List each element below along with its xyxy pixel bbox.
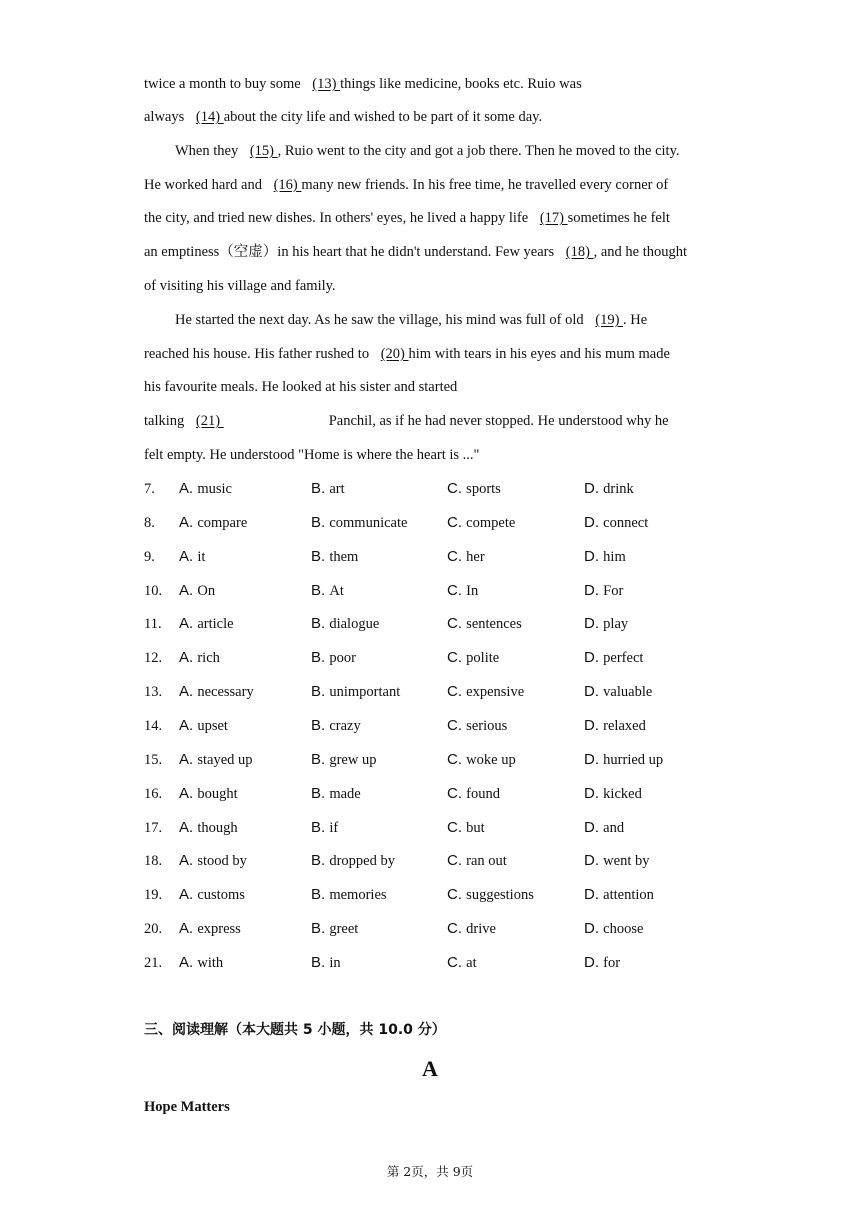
- option-b: [311, 682, 400, 702]
- option-letter: C.: [447, 886, 467, 904]
- option-a: [179, 614, 234, 634]
- option-text: kicked: [603, 785, 642, 802]
- option-text: music: [197, 481, 232, 497]
- question-number: 16.: [144, 785, 163, 802]
- question-row: [144, 648, 744, 668]
- passage-line: always (14) about the city life and wished to be part of it some day.: [144, 109, 543, 125]
- option-letter: B.: [311, 920, 330, 938]
- option-text: necessary: [197, 684, 254, 701]
- option-letter: C.: [447, 480, 467, 497]
- blank-14: (14): [195, 109, 224, 125]
- option-text: relaxed: [603, 717, 646, 734]
- option-text: at: [466, 954, 477, 971]
- option-letter: C.: [447, 852, 467, 870]
- option-b: [311, 885, 387, 905]
- question-row: [144, 581, 744, 601]
- option-a: [179, 919, 241, 939]
- option-d: [584, 818, 624, 838]
- option-b: [311, 648, 356, 668]
- option-text: In: [466, 582, 479, 599]
- option-c: [447, 614, 522, 634]
- option-d: [584, 513, 648, 533]
- passage-line: When they (15) , Ruio went to the city and got a job there. Then he moved to the city.: [175, 143, 680, 159]
- option-letter: C.: [447, 649, 467, 667]
- option-c: [447, 547, 485, 567]
- option-letter: A.: [179, 784, 198, 802]
- option-text: sentences: [466, 616, 522, 633]
- option-letter: B.: [311, 649, 330, 667]
- option-d: [584, 953, 620, 973]
- option-text: but: [466, 819, 485, 836]
- passage-line: He started the next day. As he saw the village, his mind was full of old (19) . He: [175, 312, 648, 328]
- option-text: art: [329, 481, 345, 497]
- option-text: for: [603, 954, 621, 971]
- option-letter: D.: [584, 920, 604, 938]
- option-a: [179, 513, 247, 533]
- option-text: with: [197, 954, 224, 971]
- part-label: A: [422, 1056, 438, 1081]
- option-d: [584, 581, 623, 601]
- option-a: [179, 953, 223, 973]
- option-a: [179, 581, 215, 601]
- question-row: [144, 953, 744, 973]
- option-c: [447, 513, 515, 533]
- passage-line: He worked hard and (16) many new friends. In his free time, he travelled every corner of: [144, 177, 669, 193]
- option-letter: A.: [179, 547, 198, 565]
- option-text: it: [197, 548, 206, 565]
- question-row: [144, 682, 744, 702]
- blank-15: (15): [249, 143, 278, 159]
- passage-heading: Hope Matters: [144, 1099, 230, 1115]
- question-row: [144, 919, 744, 939]
- question-number: 9.: [144, 548, 155, 565]
- option-text: attention: [603, 887, 654, 904]
- question-row: [144, 750, 744, 770]
- passage-line: an emptiness（空虚）in his heart that he didn't understand. Few years (18) , and he thought: [144, 244, 688, 260]
- passage-line: reached his house. His father rushed to (20) him with tears in his eyes and his mum made: [144, 346, 670, 362]
- option-text: rich: [197, 650, 220, 667]
- option-text: hurried up: [603, 751, 664, 768]
- option-text: customs: [197, 887, 245, 904]
- option-c: [447, 750, 516, 770]
- option-letter: C.: [447, 818, 467, 836]
- question-number: 21.: [144, 954, 163, 971]
- option-b: [311, 479, 345, 499]
- option-text: crazy: [329, 717, 361, 734]
- option-text: greet: [329, 921, 359, 938]
- option-letter: D.: [584, 886, 604, 904]
- option-text: polite: [466, 650, 500, 667]
- option-text: ran out: [466, 853, 507, 870]
- option-letter: B.: [311, 750, 330, 768]
- option-letter: C.: [447, 750, 467, 768]
- option-letter: C.: [447, 683, 467, 701]
- option-b: [311, 953, 341, 973]
- option-letter: C.: [447, 513, 467, 531]
- option-letter: B.: [311, 953, 330, 971]
- option-text: and: [603, 819, 625, 836]
- option-text: though: [197, 819, 238, 836]
- option-letter: C.: [447, 784, 467, 802]
- passage-line: the city, and tried new dishes. In others' eyes, he lived a happy life (17) sometimes he felt: [144, 210, 670, 226]
- option-text: dropped by: [329, 853, 395, 870]
- option-text: sports: [466, 481, 501, 497]
- option-letter: B.: [311, 547, 330, 565]
- option-c: [447, 818, 485, 838]
- option-letter: B.: [311, 716, 330, 734]
- option-text: stayed up: [197, 751, 253, 768]
- option-letter: A.: [179, 716, 198, 734]
- option-d: [584, 750, 663, 770]
- option-text: compete: [466, 514, 516, 531]
- option-letter: D.: [584, 513, 604, 531]
- option-text: serious: [466, 717, 508, 734]
- passage-line: felt empty. He understood "Home is where the heart is ...": [144, 447, 480, 463]
- option-a: [179, 750, 253, 770]
- option-text: On: [197, 582, 216, 599]
- option-letter: A.: [179, 953, 198, 971]
- option-c: [447, 682, 524, 702]
- option-letter: D.: [584, 649, 604, 667]
- blank-17: (17): [539, 210, 568, 226]
- option-text: drive: [466, 921, 496, 938]
- option-b: [311, 547, 358, 567]
- option-text: if: [329, 819, 339, 836]
- option-letter: C.: [447, 716, 467, 734]
- option-text: them: [329, 548, 359, 565]
- option-a: [179, 851, 247, 871]
- option-a: [179, 885, 245, 905]
- option-letter: A.: [179, 683, 198, 701]
- option-c: [447, 784, 500, 804]
- option-d: [584, 614, 628, 634]
- question-number: 11.: [144, 616, 162, 633]
- option-text: bought: [197, 785, 238, 802]
- question-number: 14.: [144, 717, 163, 734]
- option-d: [584, 682, 652, 702]
- option-letter: C.: [447, 581, 467, 599]
- option-letter: A.: [179, 581, 198, 599]
- option-letter: D.: [584, 852, 604, 870]
- option-letter: A.: [179, 886, 198, 904]
- option-c: [447, 716, 507, 736]
- option-b: [311, 716, 361, 736]
- question-number: 18.: [144, 853, 163, 870]
- option-c: [447, 581, 478, 601]
- question-number: 17.: [144, 819, 163, 836]
- section-title: 三、阅读理解（本大题共 5 小题，共 10.0 分）: [144, 1022, 446, 1038]
- option-c: [447, 953, 477, 973]
- option-d: [584, 784, 642, 804]
- option-letter: A.: [179, 818, 198, 836]
- option-letter: C.: [447, 953, 467, 971]
- option-letter: D.: [584, 581, 604, 599]
- option-text: grew up: [329, 751, 377, 768]
- blank-20: (20): [380, 346, 409, 362]
- option-letter: B.: [311, 480, 330, 497]
- option-text: dialogue: [329, 616, 380, 633]
- option-text: compare: [197, 514, 248, 531]
- question-number: 7.: [144, 481, 155, 497]
- option-text: connect: [603, 514, 649, 531]
- option-letter: D.: [584, 784, 604, 802]
- option-b: [311, 919, 358, 939]
- option-letter: D.: [584, 818, 604, 836]
- option-letter: D.: [584, 615, 604, 633]
- option-d: [584, 547, 626, 567]
- option-letter: D.: [584, 683, 604, 701]
- option-letter: A.: [179, 852, 198, 870]
- blank-13: (13): [312, 76, 341, 92]
- passage-line: talking (21) Panchil, as if he had never stopped. He understood why he: [144, 413, 669, 429]
- option-letter: D.: [584, 547, 604, 565]
- passage-line: twice a month to buy some (13) things like medicine, books etc. Ruio was: [144, 76, 582, 92]
- option-letter: C.: [447, 547, 467, 565]
- option-text: suggestions: [466, 887, 534, 904]
- option-text: play: [603, 616, 629, 633]
- option-text: At: [329, 582, 344, 599]
- option-d: [584, 919, 643, 939]
- option-d: [584, 851, 649, 871]
- option-letter: C.: [447, 615, 467, 633]
- option-text: upset: [197, 717, 228, 734]
- question-number: 19.: [144, 887, 163, 904]
- option-text: her: [466, 548, 485, 565]
- question-number: 10.: [144, 582, 163, 599]
- question-number: 8.: [144, 514, 155, 531]
- option-text: expensive: [466, 684, 525, 701]
- question-row: [144, 784, 744, 804]
- option-b: [311, 851, 395, 871]
- option-b: [311, 784, 361, 804]
- option-text: article: [197, 616, 234, 633]
- option-letter: A.: [179, 615, 198, 633]
- option-b: [311, 750, 376, 770]
- question-row: [144, 716, 744, 736]
- option-a: [179, 716, 228, 736]
- option-b: [311, 581, 344, 601]
- option-c: [447, 851, 507, 871]
- option-letter: A.: [179, 920, 198, 938]
- option-text: in: [329, 954, 341, 971]
- blank-18: (18): [565, 244, 594, 260]
- option-letter: A.: [179, 513, 198, 531]
- option-c: [447, 919, 496, 939]
- option-a: [179, 648, 220, 668]
- question-row: [144, 885, 744, 905]
- option-text: him: [603, 548, 626, 565]
- option-d: [584, 885, 654, 905]
- option-text: poor: [329, 650, 356, 667]
- blank-19: (19): [595, 312, 624, 328]
- option-letter: B.: [311, 683, 330, 701]
- option-text: perfect: [603, 650, 644, 667]
- option-letter: B.: [311, 852, 330, 870]
- option-letter: D.: [584, 480, 604, 497]
- option-text: woke up: [466, 751, 516, 768]
- option-d: [584, 479, 634, 499]
- option-d: [584, 648, 643, 668]
- option-b: [311, 818, 338, 838]
- option-c: [447, 479, 501, 499]
- option-text: drink: [603, 481, 634, 497]
- option-a: [179, 479, 232, 499]
- option-b: [311, 614, 379, 634]
- option-text: found: [466, 785, 501, 802]
- option-text: memories: [329, 887, 387, 904]
- option-b: [311, 513, 407, 533]
- option-a: [179, 547, 205, 567]
- option-text: choose: [603, 921, 644, 938]
- question-row: [144, 851, 744, 871]
- option-text: unimportant: [329, 684, 401, 701]
- option-letter: A.: [179, 649, 198, 667]
- option-text: stood by: [197, 853, 247, 870]
- option-text: express: [197, 921, 241, 938]
- option-letter: B.: [311, 886, 330, 904]
- question-number: 15.: [144, 751, 163, 768]
- question-row: [144, 547, 744, 567]
- option-letter: D.: [584, 953, 604, 971]
- page-footer: 第 2页，共 9页: [386, 1164, 474, 1179]
- option-text: made: [329, 785, 361, 802]
- option-letter: C.: [447, 920, 467, 938]
- option-letter: D.: [584, 716, 604, 734]
- option-a: [179, 682, 254, 702]
- option-letter: D.: [584, 750, 604, 768]
- question-row: [144, 818, 744, 838]
- option-text: valuable: [603, 684, 653, 701]
- passage-line: his favourite meals. He looked at his sister and started: [144, 379, 458, 395]
- passage-line: of visiting his village and family.: [144, 278, 336, 294]
- option-letter: B.: [311, 615, 330, 633]
- option-c: [447, 885, 534, 905]
- question-row: [144, 513, 744, 533]
- option-letter: A.: [179, 480, 198, 497]
- option-text: went by: [603, 853, 650, 870]
- option-letter: B.: [311, 513, 330, 531]
- option-d: [584, 716, 646, 736]
- option-a: [179, 818, 238, 838]
- option-c: [447, 648, 499, 668]
- option-text: communicate: [329, 514, 408, 531]
- question-row: [144, 614, 744, 634]
- question-number: 13.: [144, 684, 163, 701]
- option-letter: A.: [179, 750, 198, 768]
- blank-16: (16): [273, 177, 302, 193]
- question-number: 20.: [144, 921, 163, 938]
- option-letter: B.: [311, 581, 330, 599]
- option-letter: B.: [311, 784, 330, 802]
- option-text: For: [603, 582, 624, 599]
- blank-21: (21): [195, 413, 224, 429]
- option-a: [179, 784, 238, 804]
- question-row: [144, 479, 744, 499]
- question-number: 12.: [144, 650, 163, 667]
- option-letter: B.: [311, 818, 330, 836]
